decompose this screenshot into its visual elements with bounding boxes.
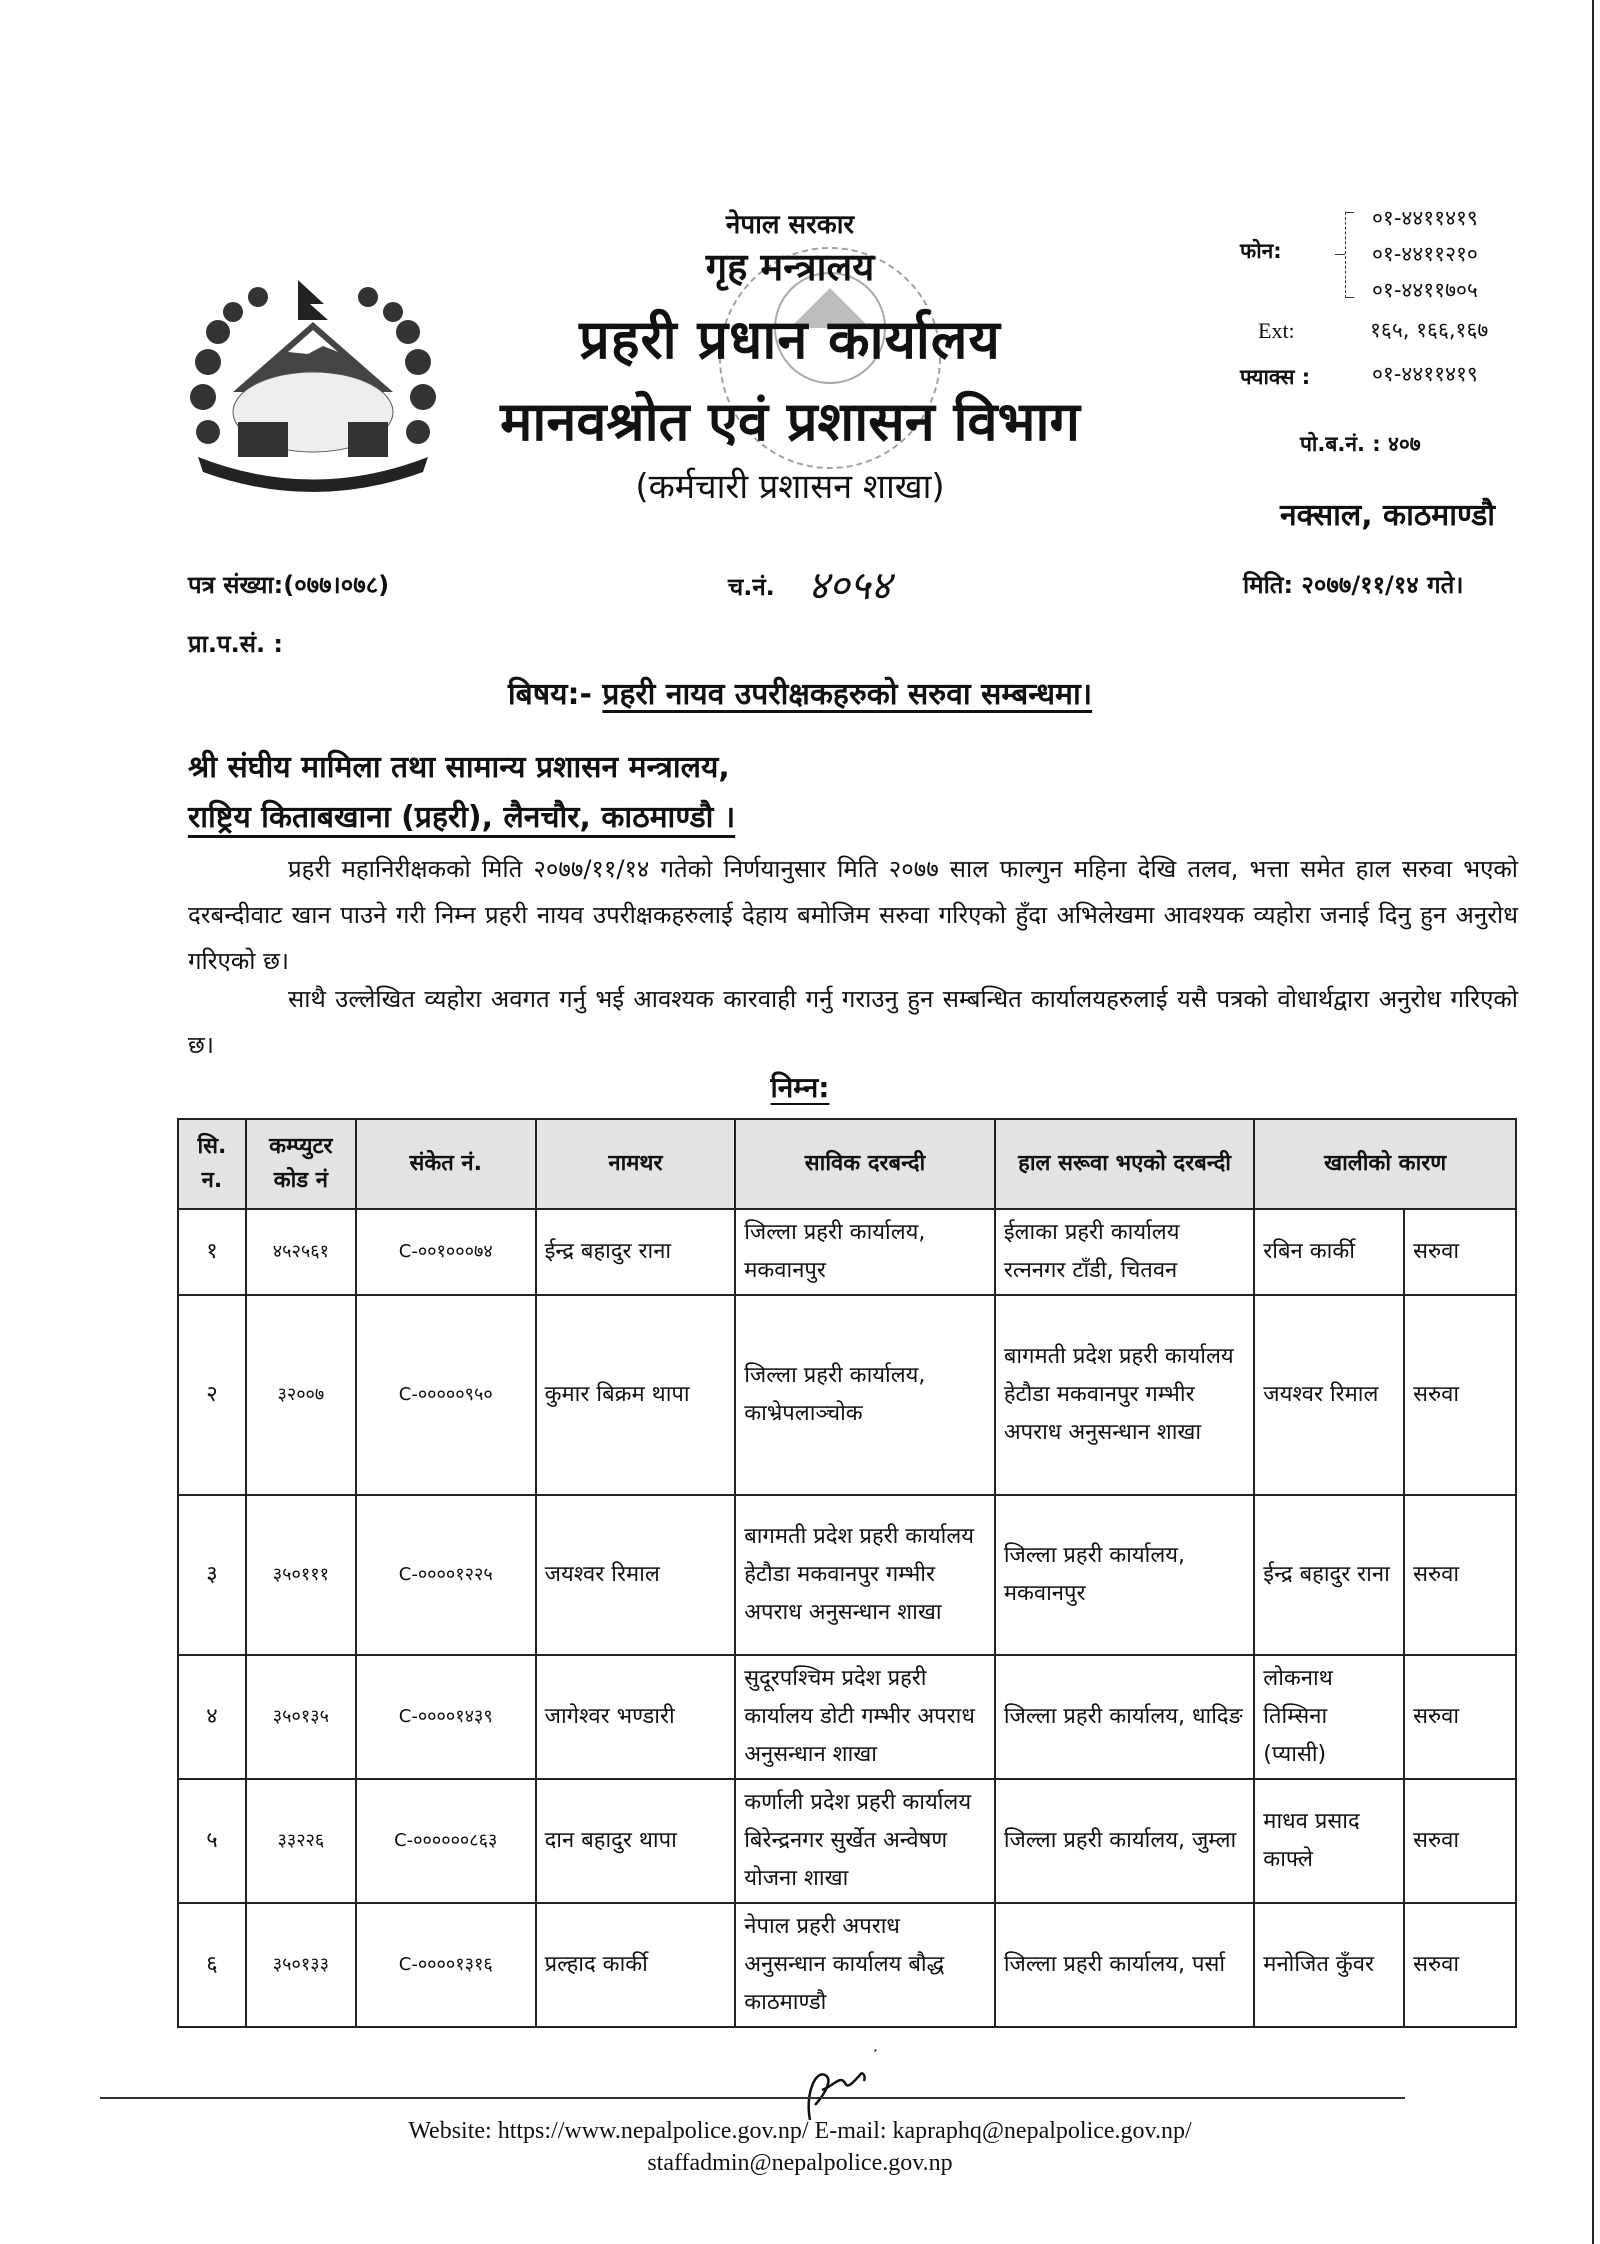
phone-number-3: ०१-४४११७०५ <box>1372 278 1478 302</box>
col-header-new-post: हाल सरूवा भएको दरबन्दी <box>995 1119 1254 1209</box>
cell-sn: ६ <box>178 1903 246 2027</box>
cell-reason: सरुवा <box>1404 1655 1516 1779</box>
dispatch-number-handwritten: ४०५४ <box>808 563 892 609</box>
body-paragraph-1 <box>188 846 1518 984</box>
ext-value: १६५, १६६,१६७ <box>1370 318 1489 342</box>
cell-previous-post: जिल्ला प्रहरी कार्यालय, काभ्रेपलाञ्चोक <box>735 1295 995 1495</box>
table-row <box>178 1655 1516 1779</box>
cell-name: ईन्द्र बहादुर राना <box>536 1209 736 1295</box>
cell-previous-post: नेपाल प्रहरी अपराध अनुसन्धान कार्यालय बौद्ध काठमाण्डौ <box>735 1903 995 2027</box>
fax-label: फ्याक्स : <box>1240 365 1311 389</box>
cell-symbol-no: C-००००१३१६ <box>356 1903 536 2027</box>
list-heading-text: निम्न: <box>770 1071 830 1104</box>
cell-reason: सरुवा <box>1404 1209 1516 1295</box>
cell-name: प्रल्हाद कार्की <box>536 1903 736 2027</box>
cell-symbol-no: C-००१०००७४ <box>356 1209 536 1295</box>
table-row <box>178 1495 1516 1655</box>
body-paragraph-1-text: प्रहरी महानिरीक्षकको मिति २०७७/११/१४ गतेको निर्णयानुसार मिति २०७७ साल फाल्गुन महिना देखि तलव, भत्ता समेत हाल सरुवा भएको दरबन्दीवाट खान पाउने गरी निम्न प्रहरी नायव उपरीक्षकहरुलाई देहाय बमोजिम सरुवा गरिएको हुँदा अभिलेखमा आवश्यक व्यहोरा जनाई दिनु हुन अनुरोध गरिएको छ। <box>188 855 1518 975</box>
branch-name: (कर्मचारी प्रशासन शाखा) <box>635 467 945 507</box>
phone-label: फोन: <box>1240 239 1282 263</box>
cell-sn: १ <box>178 1209 246 1295</box>
table-header-row <box>178 1119 1516 1209</box>
recipient-line-1: श्री संघीय मामिला तथा सामान्य प्रशासन मन्त्रालय, <box>188 750 730 785</box>
cell-reason: सरुवा <box>1404 1903 1516 2027</box>
department-name: मानवश्रोत एवं प्रशासन विभाग <box>500 390 1080 453</box>
cell-vacancy-by: ईन्द्र बहादुर राना <box>1254 1495 1404 1655</box>
phone-bracket <box>1345 212 1354 298</box>
col-header-sn: सि. न. <box>178 1119 246 1209</box>
subject-line <box>0 672 1600 713</box>
letter-date: मिति: २०७७/११/१४ गते। <box>1243 571 1464 599</box>
cell-new-post: बागमती प्रदेश प्रहरी कार्यालय हेटौडा मकवानपुर गम्भीर अपराध अनुसन्धान शाखा <box>995 1295 1254 1495</box>
cell-previous-post: जिल्ला प्रहरी कार्यालय, मकवानपुर <box>735 1209 995 1295</box>
cell-vacancy-by: मनोजित कुँवर <box>1254 1903 1404 2027</box>
subject-text: प्रहरी नायव उपरीक्षकहरुको सरुवा सम्बन्धमा। <box>602 677 1093 712</box>
cell-new-post: जिल्ला प्रहरी कार्यालय, मकवानपुर <box>995 1495 1254 1655</box>
body-paragraph-2-text: साथै उल्लेखित व्यहोरा अवगत गर्नु भई आवश्यक कारवाही गर्नु गराउनु हुन सम्बन्धित कार्यालयहरुलाई यसै पत्रको वोधार्थद्वारा अनुरोध गरिएको छ। <box>188 985 1518 1059</box>
transfer-table <box>177 1118 1517 2028</box>
cell-computer-code: ३२००७ <box>246 1295 356 1495</box>
recipient-line-2: राष्ट्रिय किताबखाना (प्रहरी), लैनचौर, काठमाण्डौ । <box>188 800 736 835</box>
cell-new-post: जिल्ला प्रहरी कार्यालय, जुम्ला <box>995 1779 1254 1903</box>
table-row <box>178 1209 1516 1295</box>
dispatch-number-label: च.नं. <box>728 573 775 601</box>
page-edge <box>1592 0 1594 2244</box>
fax-value: ०१-४४११४१९ <box>1372 362 1478 386</box>
cell-computer-code: ३५०१११ <box>246 1495 356 1655</box>
cell-computer-code: ४५२५६१ <box>246 1209 356 1295</box>
phone-number-1: ०१-४४११४१९ <box>1372 206 1478 230</box>
subject-label: बिषय:- <box>507 677 592 712</box>
cell-computer-code: ३३२२६ <box>246 1779 356 1903</box>
cell-previous-post: कर्णाली प्रदेश प्रहरी कार्यालय बिरेन्द्रनगर सुर्खेत अन्वेषण योजना शाखा <box>735 1779 995 1903</box>
cell-new-post: जिल्ला प्रहरी कार्यालय, धादिङ <box>995 1655 1254 1779</box>
cell-name: दान बहादुर थापा <box>536 1779 736 1903</box>
cell-symbol-no: C-००००१२२५ <box>356 1495 536 1655</box>
office-name: प्रहरी प्रधान कार्यालय <box>579 308 1001 371</box>
footer-contact-line-2: staffadmin@nepalpolice.gov.np <box>647 2150 953 2176</box>
cell-symbol-no: C-००००००८६३ <box>356 1779 536 1903</box>
cell-symbol-no: C-००००१४३९ <box>356 1655 536 1779</box>
table-row <box>178 1295 1516 1495</box>
signature-icon <box>800 2035 890 2125</box>
cell-name: जागेश्वर भण्डारी <box>536 1655 736 1779</box>
phone-bracket-tick <box>1335 254 1345 255</box>
previous-reference: प्रा.प.सं. : <box>188 630 284 658</box>
po-box: पो.ब.नं. : ४०७ <box>1300 432 1421 456</box>
cell-symbol-no: C-०००००९५० <box>356 1295 536 1495</box>
cell-reason: सरुवा <box>1404 1779 1516 1903</box>
government-name: नेपाल सरकार <box>725 210 855 240</box>
cell-sn: ४ <box>178 1655 246 1779</box>
cell-sn: ५ <box>178 1779 246 1903</box>
cell-sn: २ <box>178 1295 246 1495</box>
ext-label: Ext: <box>1258 318 1295 343</box>
ministry-name: गृह मन्त्रालय <box>705 245 875 289</box>
cell-computer-code: ३५०१३५ <box>246 1655 356 1779</box>
list-heading <box>0 1068 1600 1106</box>
footer-contact-line-1: Website: https://www.nepalpolice.gov.np/ E-mail: kapraphq@nepalpolice.gov.np/ <box>408 2118 1192 2144</box>
cell-new-post: ईलाका प्रहरी कार्यालय रत्ननगर टाँडी, चितवन <box>995 1209 1254 1295</box>
letter-number: पत्र संख्या:(०७७।०७८) <box>188 571 390 599</box>
phone-number-2: ०१-४४११२१० <box>1372 242 1478 266</box>
footer-divider <box>100 2097 1405 2099</box>
col-header-vacancy-reason: खालीको कारण <box>1254 1119 1516 1209</box>
nepal-emblem-icon <box>178 272 448 497</box>
cell-new-post: जिल्ला प्रहरी कार्यालय, पर्सा <box>995 1903 1254 2027</box>
cell-vacancy-by: माधव प्रसाद काफ्ले <box>1254 1779 1404 1903</box>
col-header-name: नामथर <box>536 1119 736 1209</box>
body-paragraph-2 <box>188 976 1518 1068</box>
cell-reason: सरुवा <box>1404 1495 1516 1655</box>
office-address: नक्साल, काठमाण्डौ <box>1280 498 1496 533</box>
cell-vacancy-by: लोकनाथ तिम्सिना (प्यासी) <box>1254 1655 1404 1779</box>
col-header-symbol-no: संकेत नं. <box>356 1119 536 1209</box>
cell-previous-post: बागमती प्रदेश प्रहरी कार्यालय हेटौडा मकवानपुर गम्भीर अपराध अनुसन्धान शाखा <box>735 1495 995 1655</box>
cell-vacancy-by: रबिन कार्की <box>1254 1209 1404 1295</box>
cell-name: जयश्वर रिमाल <box>536 1495 736 1655</box>
col-header-previous-post: साविक दरबन्दी <box>735 1119 995 1209</box>
cell-computer-code: ३५०१३३ <box>246 1903 356 2027</box>
cell-reason: सरुवा <box>1404 1295 1516 1495</box>
cell-sn: ३ <box>178 1495 246 1655</box>
table-row <box>178 1903 1516 2027</box>
cell-vacancy-by: जयश्वर रिमाल <box>1254 1295 1404 1495</box>
table-row <box>178 1779 1516 1903</box>
cell-name: कुमार बिक्रम थापा <box>536 1295 736 1495</box>
cell-previous-post: सुदूरपश्चिम प्रदेश प्रहरी कार्यालय डोटी गम्भीर अपराध अनुसन्धान शाखा <box>735 1655 995 1779</box>
col-header-computer-code: कम्प्युटर कोड नं <box>246 1119 356 1209</box>
